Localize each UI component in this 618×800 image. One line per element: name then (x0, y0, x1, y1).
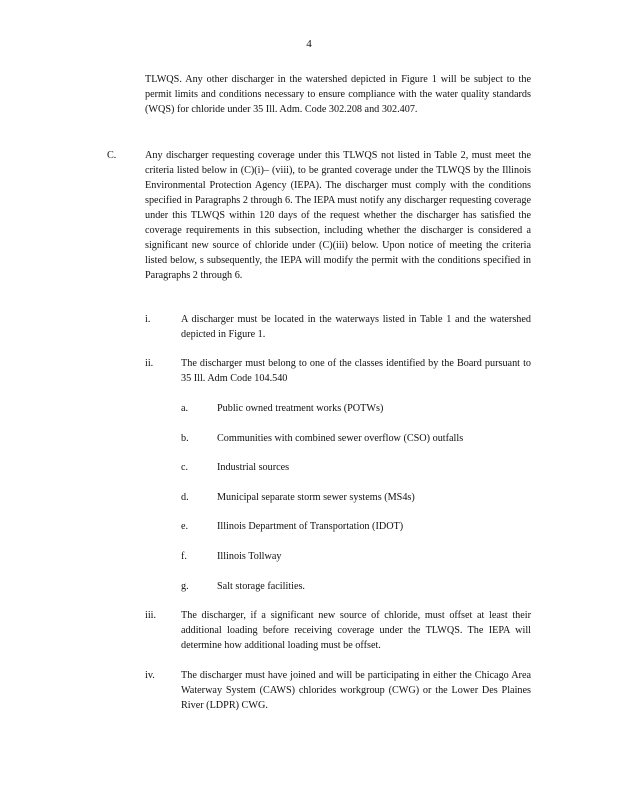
class-e-text: Illinois Department of Transportation (IDOT) (217, 521, 404, 532)
page-number: 4 (306, 38, 312, 50)
class-b-text: Communities with combined sewer overflow (CSO) outfalls (217, 433, 464, 444)
class-f-label: f. (181, 551, 187, 562)
class-d-label: d. (181, 492, 189, 503)
section-c-text: Any discharger requesting coverage under this TLWQS not listed in Table 2, must meet the criteria listed below in (C)(i)– (viii), to be granted coverage under the TLWQS by the Illinois Environmental Protection Agency (IEPA). The discharger must comply with the conditions specified in Paragraphs 2 through 6. The IEPA must notify any discharger requesting coverage under this TLWQS within 120 days of the request whether the discharger has satisfied the coverage requirements in this subsection, including whether the discharger is considered a significant new source of chloride under (C)(iii) below. Upon notice of meeting the criteria listed below, s subsequently, the IEPA will modify the permit with the conditions specified in Paragraphs 2 through 6. (145, 150, 531, 281)
class-c-text: Industrial sources (217, 462, 290, 473)
item-ii-text: The discharger must belong to one of the classes identified by the Board pursuant to 35 Ill. Adm Code 104.540 (181, 358, 531, 384)
item-iv-label: iv. (145, 670, 155, 681)
class-a-label: a. (181, 403, 189, 414)
item-ii-label: ii. (145, 358, 154, 369)
class-c-label: c. (181, 462, 189, 473)
item-i-label: i. (145, 314, 151, 325)
intro-paragraph: TLWQS. Any other discharger in the watershed depicted in Figure 1 will be subject to the permit limits and conditions necessary to ensure compliance with the water quality standards (WQS) for chloride under 35 Ill. Adm. Code 302.208 and 302.407. (145, 74, 531, 115)
class-f-text: Illinois Tollway (217, 551, 282, 562)
class-e-label: e. (181, 521, 189, 532)
class-g-text: Salt storage facilities. (217, 581, 305, 592)
item-iv-text: The discharger must have joined and will be participating in either the Chicago Area Waterway System (CAWS) chlorides workgroup (CWG) or the Lower Des Plaines River (LDPR) CWG. (181, 670, 531, 711)
item-iii-label: iii. (145, 610, 157, 621)
class-d-text: Municipal separate storm sewer systems (MS4s) (217, 492, 415, 503)
class-a-text: Public owned treatment works (POTWs) (217, 403, 384, 414)
section-c-label: C. (107, 150, 117, 161)
item-iii-text: The discharger, if a significant new source of chloride, must offset at least their additional loading before receiving coverage under the TLWQS. The IEPA will determine how additional loading must be offset. (181, 610, 531, 651)
item-i-text: A discharger must be located in the waterways listed in Table 1 and the watershed depicted in Figure 1. (181, 314, 531, 340)
class-b-label: b. (181, 433, 189, 444)
class-g-label: g. (181, 581, 189, 592)
